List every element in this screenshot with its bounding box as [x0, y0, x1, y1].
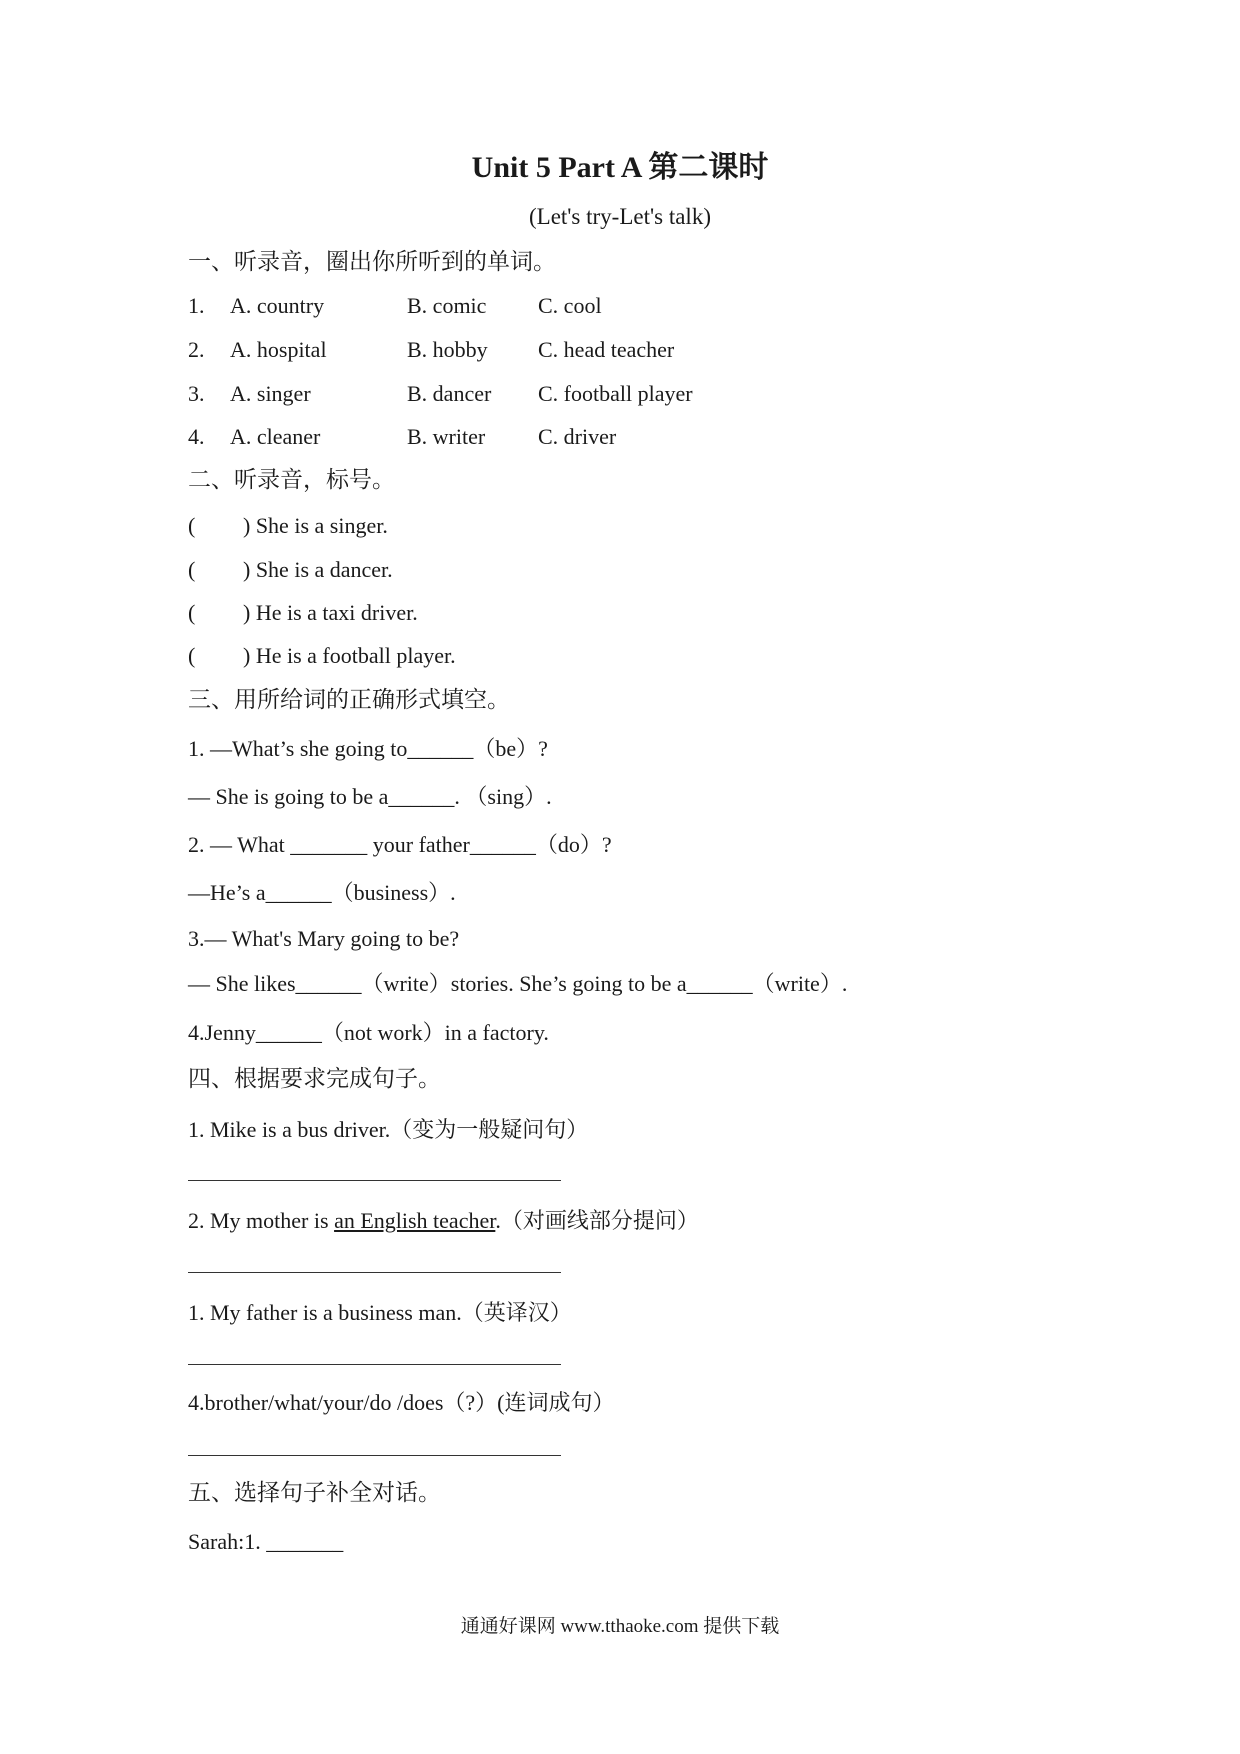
item-text: ) She is a dancer.	[243, 557, 393, 582]
fill-blank-line: 2. — What _______ your father______（do）?	[188, 832, 612, 857]
question-number: 1.	[188, 293, 205, 318]
option-b: B. comic	[407, 293, 487, 318]
option-a: A. singer	[230, 381, 311, 406]
answer-line	[188, 1455, 561, 1456]
option-b: B. hobby	[407, 337, 488, 362]
answer-paren: (	[188, 600, 196, 625]
item-text: ) He is a taxi driver.	[243, 600, 418, 625]
section-1-heading: 一、听录音，圈出你所听到的单词。	[188, 249, 556, 274]
option-c: C. football player	[538, 381, 693, 406]
option-c: C. head teacher	[538, 337, 675, 362]
dialogue-line: Sarah:1. _______	[188, 1529, 344, 1554]
option-b: B. dancer	[407, 381, 492, 406]
fill-blank-line: 3.— What's Mary going to be?	[188, 926, 460, 951]
question-number: 4.	[188, 424, 205, 449]
option-c: C. driver	[538, 424, 617, 449]
fill-blank-line: 1. —What’s she going to______（be）?	[188, 736, 548, 761]
question-number: 2.	[188, 337, 205, 362]
option-a: A. country	[230, 293, 325, 318]
page-title: Unit 5 Part A 第二课时	[471, 151, 769, 184]
sentence-task-4: 4.brother/what/your/do /does（?）(连词成句）	[188, 1390, 615, 1415]
section-2-heading: 二、听录音，标号。	[188, 467, 395, 492]
fill-blank-line: —He’s a______（business）.	[188, 880, 456, 905]
answer-paren: (	[188, 557, 196, 582]
option-c: C. cool	[538, 293, 602, 318]
sentence-task-3: 1. My father is a business man.（英译汉）	[188, 1300, 572, 1325]
page-subtitle: (Let's try-Let's talk)	[528, 204, 711, 229]
answer-paren: (	[188, 643, 196, 668]
option-a: A. hospital	[230, 337, 327, 362]
section-4-heading: 四、根据要求完成句子。	[188, 1066, 441, 1091]
option-b: B. writer	[407, 424, 486, 449]
footer-credit: 通通好课网 www.tthaoke.com 提供下载	[460, 1616, 780, 1637]
underlined-phrase: an English teacher	[334, 1208, 496, 1233]
fill-blank-line: — She likes______（write）stories. She’s going to be a______（write）.	[188, 971, 848, 996]
sentence-task-2	[188, 1206, 699, 1236]
item-text: ) He is a football player.	[243, 643, 456, 668]
sentence-task-1: 1. Mike is a bus driver.（变为一般疑问句）	[188, 1117, 589, 1142]
fill-blank-line: 4.Jenny______（not work）in a factory.	[188, 1020, 549, 1045]
section-5-heading: 五、选择句子补全对话。	[188, 1480, 441, 1505]
question-number: 3.	[188, 381, 205, 406]
task-text: 2. My mother is	[188, 1208, 335, 1233]
task-instruction: .（对画线部分提问）	[495, 1208, 699, 1233]
option-a: A. cleaner	[230, 424, 321, 449]
answer-paren: (	[188, 513, 196, 538]
answer-line	[188, 1364, 561, 1365]
item-text: ) She is a singer.	[243, 513, 388, 538]
answer-line	[188, 1180, 561, 1181]
fill-blank-line: — She is going to be a______. （sing）.	[188, 784, 552, 809]
answer-line	[188, 1272, 561, 1273]
section-3-heading: 三、用所给词的正确形式填空。	[188, 687, 510, 712]
